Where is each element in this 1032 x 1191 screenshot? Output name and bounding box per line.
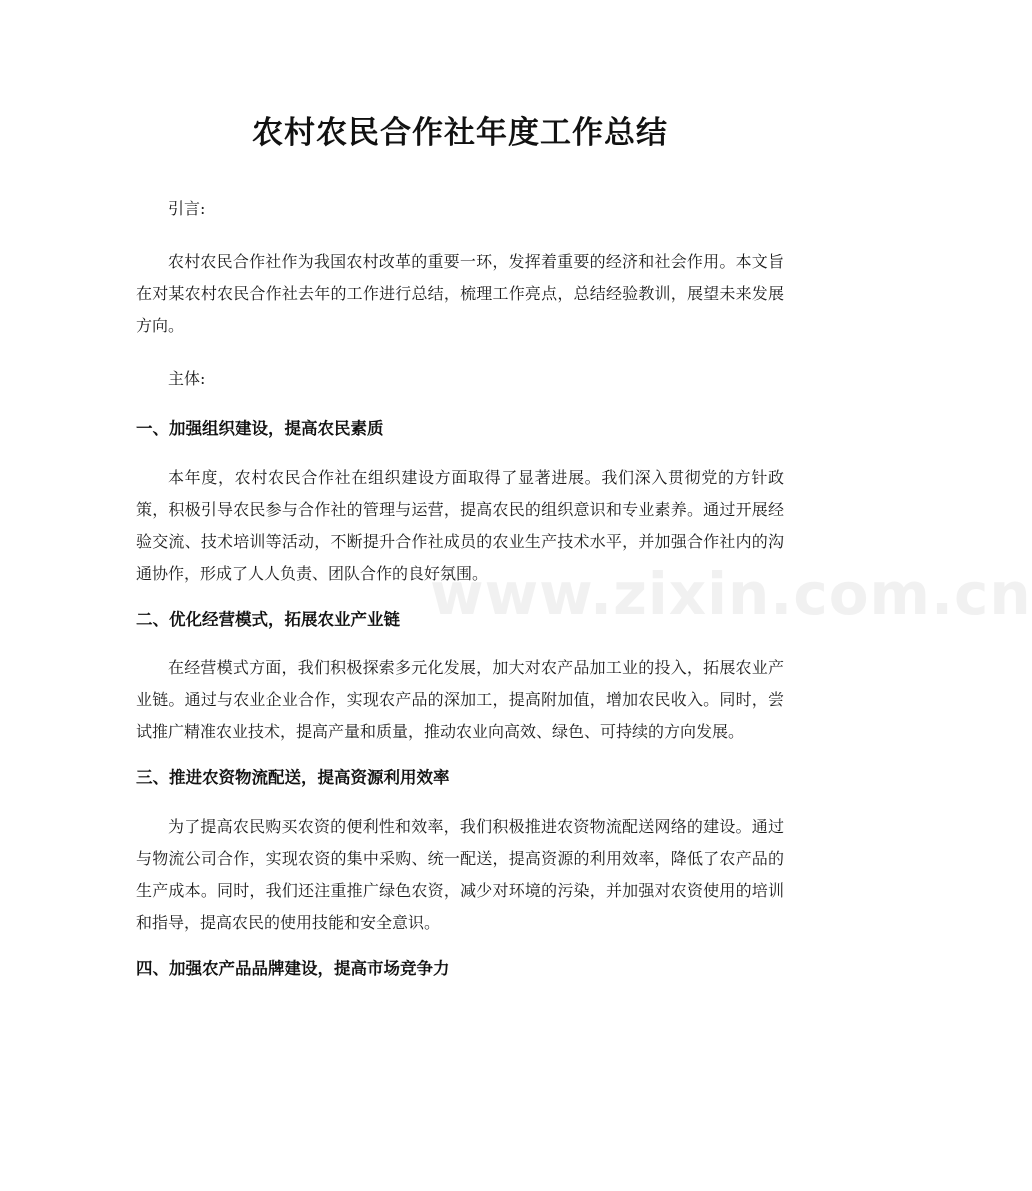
section-2-paragraph: 在经营模式方面，我们积极探索多元化发展，加大对农产品加工业的投入，拓展农业产业链。通过与农业企业合作，实现农产品的深加工，提高附加值，增加农民收入。同时，尝试推广精准农业技术，提高产量和质量，推动农业向高效、绿色、可持续的方向发展。 xyxy=(136,658,784,741)
section-3-heading: 三、推进农资物流配送，提高资源利用效率 xyxy=(136,768,450,787)
document-title: 农村农民合作社年度工作总结 xyxy=(252,115,668,151)
intro-label: 引言: xyxy=(168,199,206,218)
watermark: www.zixin.com.cn xyxy=(430,560,1032,628)
section-1-heading: 一、加强组织建设，提高农民素质 xyxy=(136,419,384,438)
section-4-heading: 四、加强农产品品牌建设，提高市场竞争力 xyxy=(136,959,450,978)
section-3-paragraph: 为了提高农民购买农资的便利性和效率，我们积极推进农资物流配送网络的建设。通过与物流公司合作，实现农资的集中采购、统一配送，提高资源的利用效率，降低了农产品的生产成本。同时，我们还注重推广绿色农资，减少对环境的污染，并加强对农资使用的培训和指导，提高农民的使用技能和安全意识。 xyxy=(136,817,784,932)
body-label: 主体: xyxy=(168,369,206,388)
section-2-heading: 二、优化经营模式，拓展农业产业链 xyxy=(136,610,400,629)
section-1-paragraph: 本年度，农村农民合作社在组织建设方面取得了显著进展。我们深入贯彻党的方针政策，积极引导农民参与合作社的管理与运营，提高农民的组织意识和专业素养。通过开展经验交流、技术培训等活动，不断提升合作社成员的农业生产技术水平，并加强合作社内的沟通协作，形成了人人负责、团队合作的良好氛围。 xyxy=(136,468,784,583)
document-content xyxy=(136,0,784,985)
intro-paragraph: 农村农民合作社作为我国农村改革的重要一环，发挥着重要的经济和社会作用。本文旨在对某农村农民合作社去年的工作进行总结，梳理工作亮点，总结经验教训，展望未来发展方向。 xyxy=(136,252,784,335)
